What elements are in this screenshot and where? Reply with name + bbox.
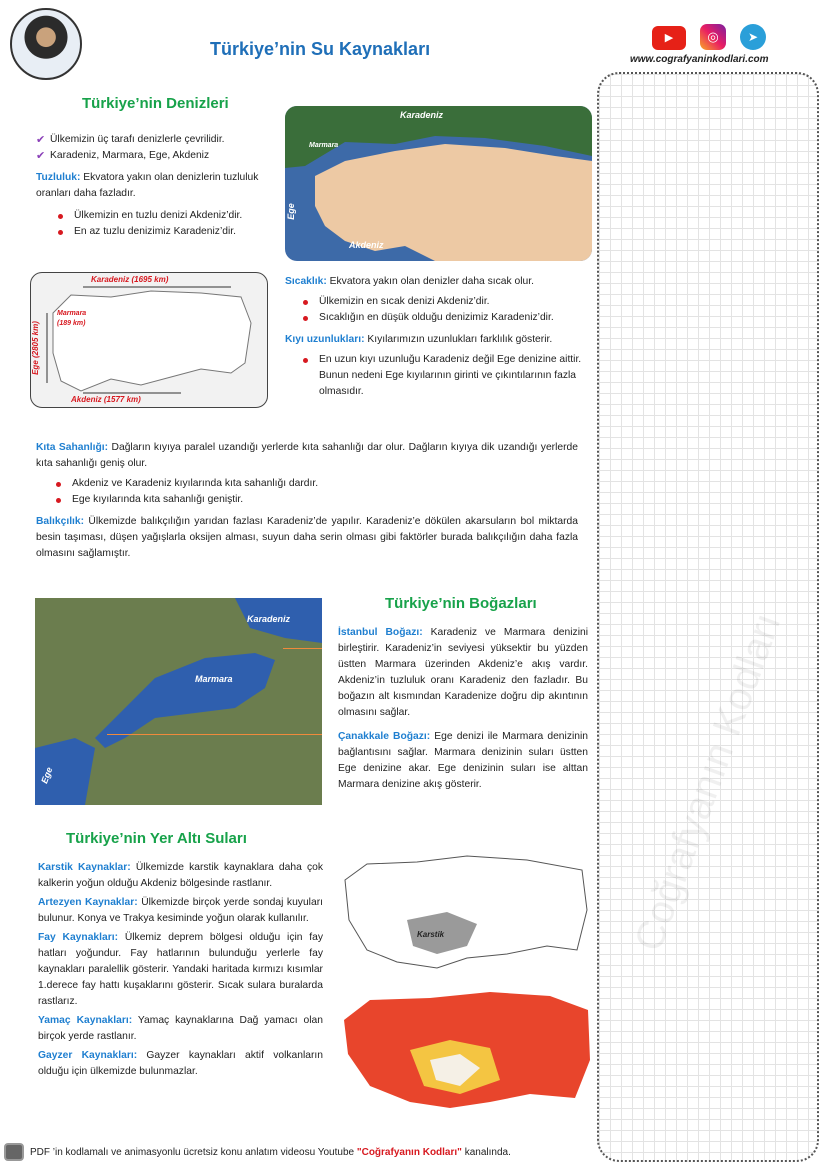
temperature-desc: Ekvatora yakın olan denizler daha sıcak olur. xyxy=(326,276,534,287)
notes-grid-panel xyxy=(597,72,819,1162)
istanbul-text xyxy=(338,625,588,721)
item-key: Artezyen Kaynaklar: xyxy=(38,897,138,908)
istanbul-key: İstanbul Boğazı: xyxy=(338,627,423,638)
fault-map-zones xyxy=(340,990,592,1110)
item-desc: Yamaç kaynaklarına Dağ yamacı olan birçok yerde rastlanır. xyxy=(38,1015,323,1042)
avatar-logo xyxy=(10,8,82,80)
youtube-channel-link[interactable]: "Coğrafyanın Kodları" xyxy=(356,1147,462,1158)
groundwater-item xyxy=(38,895,323,927)
item-key: Fay Kaynakları: xyxy=(38,932,119,943)
groundwater-item xyxy=(38,860,323,892)
straits-text-column xyxy=(338,625,588,793)
straits-heading: Türkiye’nin Boğazları xyxy=(385,595,537,612)
groundwater-item xyxy=(38,1013,323,1045)
coast-label-karadeniz: Karadeniz (1695 km) xyxy=(91,275,169,284)
canakkale-pointer xyxy=(107,734,322,735)
watermark: Coğrafyanın Kodları xyxy=(626,607,790,957)
turkey-outline xyxy=(31,273,267,407)
map-label-akdeniz: Akdeniz xyxy=(349,240,384,250)
shelf-fishing-section xyxy=(36,440,578,562)
footer-before: PDF ’in kodlamalı ve animasyonlu ücretsiz konu anlatım videosu Youtube xyxy=(30,1147,357,1158)
coast-length-map xyxy=(30,272,268,408)
bullet-item: En uzun kıyı uzunluğu Karadeniz değil Ege denizine aittir. Bunun nedeni Ege kıyılarının girinti ve çıkıntılarının fazla olmasıdır. xyxy=(295,352,593,400)
salinity-bullets xyxy=(36,208,281,240)
seas-map-land xyxy=(285,106,592,261)
shelf-text xyxy=(36,440,578,472)
salinity-text xyxy=(36,170,281,202)
temperature-text xyxy=(285,274,593,290)
groundwater-item xyxy=(38,1048,323,1080)
item-key: Gayzer Kaynakları: xyxy=(38,1050,138,1061)
bullet-item: En az tuzlu denizimiz Karadeniz’dir. xyxy=(50,224,281,240)
item-desc: Ülkemizde birçok yerde sondaj kuyuları bulunur. Konya ve Trakya kesiminde yoğun olarak kullanılır. xyxy=(38,897,323,924)
istanbul-pointer xyxy=(283,648,322,649)
fault-map xyxy=(340,990,592,1110)
item-key: Yamaç Kaynakları: xyxy=(38,1015,133,1026)
groundwater-list xyxy=(38,860,323,1080)
coast-desc: Kıyılarımızın uzunlukları farklılık gösterir. xyxy=(364,334,553,345)
coast-bullets xyxy=(285,352,593,400)
strait-map-ege: Ege xyxy=(39,765,55,785)
salinity-key: Tuzluluk: xyxy=(36,172,81,183)
bullet-item: Ülkemizin en tuzlu denizi Akdeniz’dir. xyxy=(50,208,281,224)
groundwater-item xyxy=(38,930,323,1010)
website-link[interactable]: www.cografyaninkodlari.com xyxy=(630,54,769,65)
check-item: ✔ Karadeniz, Marmara, Ege, Akdeniz xyxy=(36,148,281,164)
salinity-desc: Ekvatora yakın olan denizlerin tuzluluk oranları daha fazladır. xyxy=(36,172,259,199)
seas-right-column xyxy=(285,274,593,400)
canakkale-key: Çanakkale Boğazı: xyxy=(338,731,431,742)
canakkale-desc: Ege denizi ile Marmara denizinin bağlantısını sağlar. Marmara denizinin suları üstten Ege denizine akar. Ege denizinin suları ise alttan Marmara denizine akış gösterir. xyxy=(338,731,588,790)
groundwater-heading: Türkiye’nin Yer Altı Suları xyxy=(66,830,247,847)
fishing-desc: Ülkemizde balıkçılığın yarıdan fazlası Karadeniz’de yapılır. Karadeniz’e dökülen akarsuların bol miktarda besin taşıması, düşen yağışlarla oksijen alması, suyun daha serin olması gibi faktörler burada balıkçılığın daha fazla olmasını sağlamıştır. xyxy=(36,516,578,559)
strait-map-marmara: Marmara xyxy=(195,674,233,684)
footer-text xyxy=(30,1145,511,1161)
item-desc: Ülkemiz deprem bölgesi olduğu için fay hatları yoğundur. Fay hatlarının bulunduğu yerlerle fay kaynakları paralellik gösterir. Yandaki haritada kırmızı kısımlar 1.derece fay hattı kuşaklarını gösterir. Sıcak sulara buralarda rastlarız. xyxy=(38,932,323,1007)
karst-label: Karstik xyxy=(417,930,445,939)
karst-map xyxy=(337,850,592,972)
shelf-key: Kıta Sahanlığı: xyxy=(36,442,109,453)
canakkale-text xyxy=(338,729,588,793)
straits-map xyxy=(35,598,322,805)
seas-left-column xyxy=(36,132,281,240)
fishing-key: Balıkçılık: xyxy=(36,516,85,527)
bullet-item: Ülkemizin en sıcak denizi Akdeniz’dir. xyxy=(295,294,593,310)
temperature-bullets xyxy=(285,294,593,326)
fishing-text xyxy=(36,514,578,562)
seas-checklist xyxy=(36,132,281,164)
strait-map-karadeniz: Karadeniz xyxy=(247,614,291,624)
instagram-icon[interactable]: ◎ xyxy=(700,24,726,50)
temperature-key: Sıcaklık: xyxy=(285,276,327,287)
check-item: ✔ Ülkemizin üç tarafı denizlerle çevrilidir. xyxy=(36,132,281,148)
map-label-marmara: Marmara xyxy=(309,142,339,149)
coast-label-marmara: Marmara (189 km) xyxy=(57,310,87,327)
seas-map xyxy=(285,106,592,261)
youtube-icon[interactable]: ▶ xyxy=(652,26,686,50)
coast-label-akdeniz: Akdeniz (1577 km) xyxy=(71,395,141,404)
item-desc: Gayzer kaynakları aktif volkanların olduğu için ülkemizde bulunmazlar. xyxy=(38,1050,323,1077)
coast-label-ege: Ege (2805 km) xyxy=(30,321,40,375)
karst-map-outline xyxy=(337,850,592,972)
bullet-item: Akdeniz ve Karadeniz kıyılarında kıta sahanlığı dardır. xyxy=(48,476,578,492)
seas-heading: Türkiye’nin Denizleri xyxy=(82,95,229,112)
bullet-item: Ege kıyılarında kıta sahanlığı geniştir. xyxy=(48,492,578,508)
coast-text xyxy=(285,332,593,348)
item-key: Karstik Kaynaklar: xyxy=(38,862,131,873)
telegram-icon[interactable]: ➤ xyxy=(740,24,766,50)
istanbul-desc: Karadeniz ve Marmara denizini birleştirir. Karadeniz’in seviyesi yüksektir bu yüzden üstten Marmara üzerinden Akdeniz’e akış vardır. Akdeniz’in tuzluluk oranı Karadeniz den fazladır. Bu boğazın alt kısmından Karadenize doğru dip akıntının olmasını sağlar. xyxy=(338,627,589,718)
page-title: Türkiye’nin Su Kaynakları xyxy=(210,39,431,59)
item-desc: Ülkemizde karstik kaynaklara daha çok kalkerin yoğun olduğu Akdeniz bölgesinde rastlanır. xyxy=(38,862,323,889)
bullet-item: Sıcaklığın en düşük olduğu denizimiz Karadeniz’dir. xyxy=(295,310,593,326)
coast-key: Kıyı uzunlukları: xyxy=(285,334,365,345)
shelf-desc: Dağların kıyıya paralel uzandığı yerlerde kıta sahanlığı dar olur. Dağların kıyıya dik uzandığı yerlerde kıta sahanlığı geniş olur. xyxy=(36,442,578,469)
shelf-bullets xyxy=(36,476,578,508)
straits-map-water xyxy=(35,598,322,805)
map-label-karadeniz: Karadeniz xyxy=(400,110,444,120)
footer-after: kanalında. xyxy=(461,1147,511,1158)
tv-icon xyxy=(4,1143,24,1161)
map-label-ege: Ege xyxy=(285,203,296,220)
